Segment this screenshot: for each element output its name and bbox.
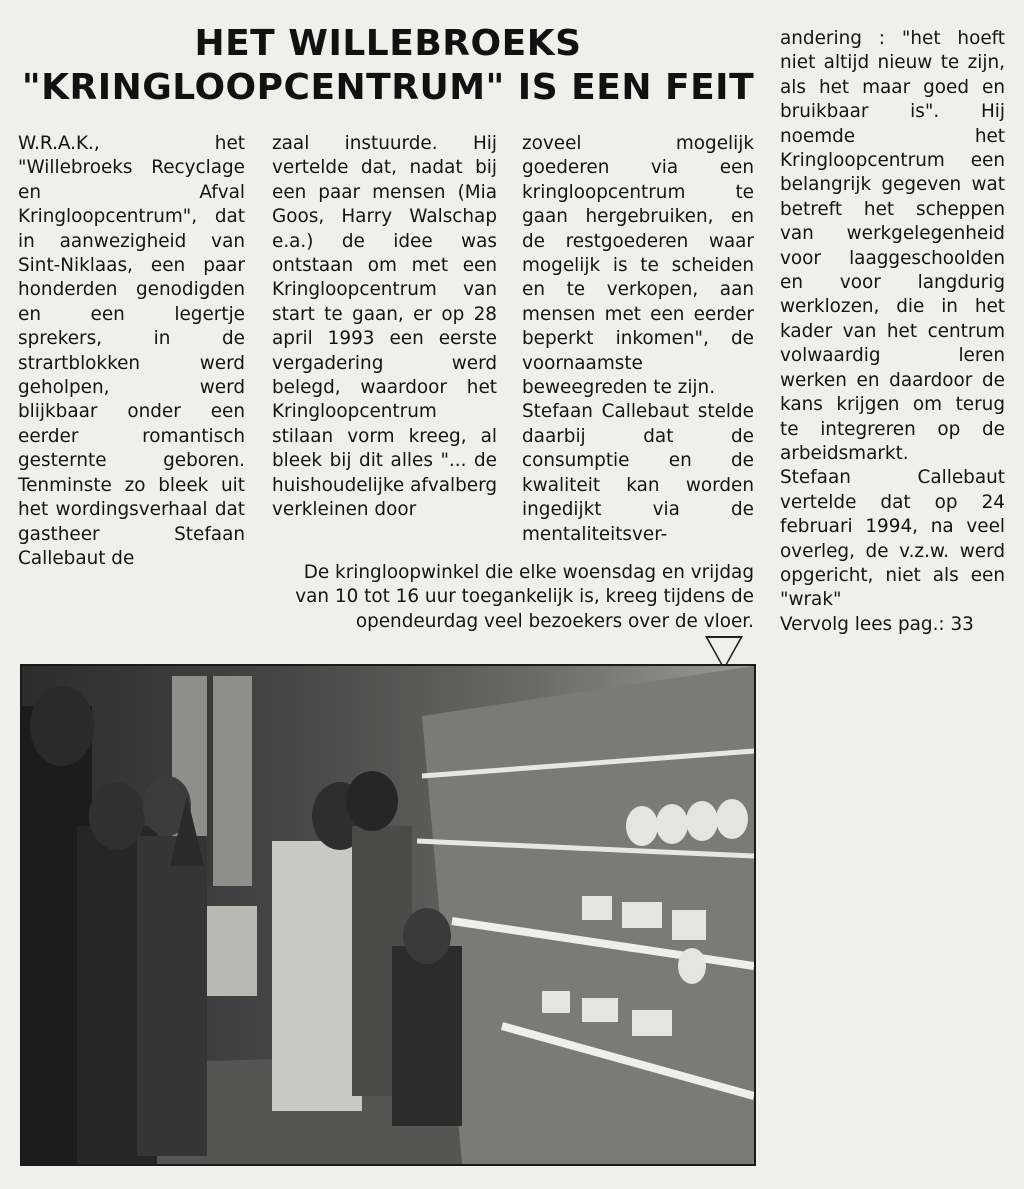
photo-caption: De kringloopwinkel die elke woensdag en vrijdag van 10 tot 16 uur toegankelijk is, kreeg tijdens de opendeurdag veel bezoekers over de vloer.: [295, 562, 754, 632]
column-3-paragraph-2: Stefaan Callebaut stelde daarbij dat de consumptie en de kwaliteit kan worden ingedijkt via de mentaliteitsver-: [522, 401, 754, 545]
continued-label: Vervolg lees pag.:: [780, 613, 945, 635]
column-3-paragraph-1: zoveel mogelijk goederen via een kringloopcentrum te gaan hergebruiken, en de restgoederen waar mogelijk is te scheiden en te verkopen, aan mensen met een eerder beperkt inkomen", de voornaamste beweegreden te zijn.: [522, 133, 754, 399]
column-4-paragraph-2: Stefaan Callebaut vertelde dat op 24 februari 1994, na veel overleg, de v.z.w. werd opgericht, niet als een "wrak": [780, 467, 1005, 611]
window-frame: [207, 676, 213, 886]
article-column-2: [272, 132, 497, 523]
continued-note: [780, 613, 1005, 637]
article-column-3: [522, 132, 754, 547]
column-2-text: zaal instuurde. Hij vertelde dat, nadat bij een paar mensen (Mia Goos, Harry Walschap e.a.) de idee was ontstaan om met een Kringloopcentrum van start te gaan, er op 28 april 1993 een eerste vergadering werd belegd, waardoor het Kringloopcentrum stilaan vorm kreeg, al bleek bij dit alles "... de huishoudelijke afvalberg verkleinen door: [272, 133, 497, 521]
continued-page: 33: [950, 613, 974, 635]
column-4-paragraph-1: andering : "het hoeft niet altijd nieuw te zijn, als het maar goed en bruikbaar is". Hij noemde het Kringloopcentrum een belangrijk gegeven wat betreft het scheppen van werkgelegenheid voor laaggeschoolden en voor langdurig werklozen, die in het kader van het centrum volwaardig leren werken en daardoor de kans krijgen om terug te integreren op de arbeidsmarkt.: [780, 28, 1005, 464]
article-column-1: [18, 132, 245, 571]
headline-line-2: "KRINGLOOPCENTRUM" IS EEN FEIT: [21, 67, 755, 108]
store-photo-illustration: [22, 666, 754, 1164]
headline-line-1: HET WILLEBROEKS: [194, 23, 582, 64]
column-1-text: W.R.A.K., het "Willebroeks Recyclage en Afval Kringloopcentrum", dat in aanwezigheid van Sint-Niklaas, een paar honderden genodigden en een legertje sprekers, in de strartblokken werd geholpen, werd blijkbaar onder een eerder romantisch gesternte geboren. Tenminste zo bleek uit het wordingsverhaal dat gastheer Stefaan Callebaut de: [18, 133, 245, 569]
article-headline: [12, 22, 764, 110]
page-edge-right: [1008, 0, 1024, 1189]
store-photo: [20, 664, 756, 1166]
page-edge-left: [0, 0, 6, 1189]
article-column-4: [780, 27, 1005, 637]
